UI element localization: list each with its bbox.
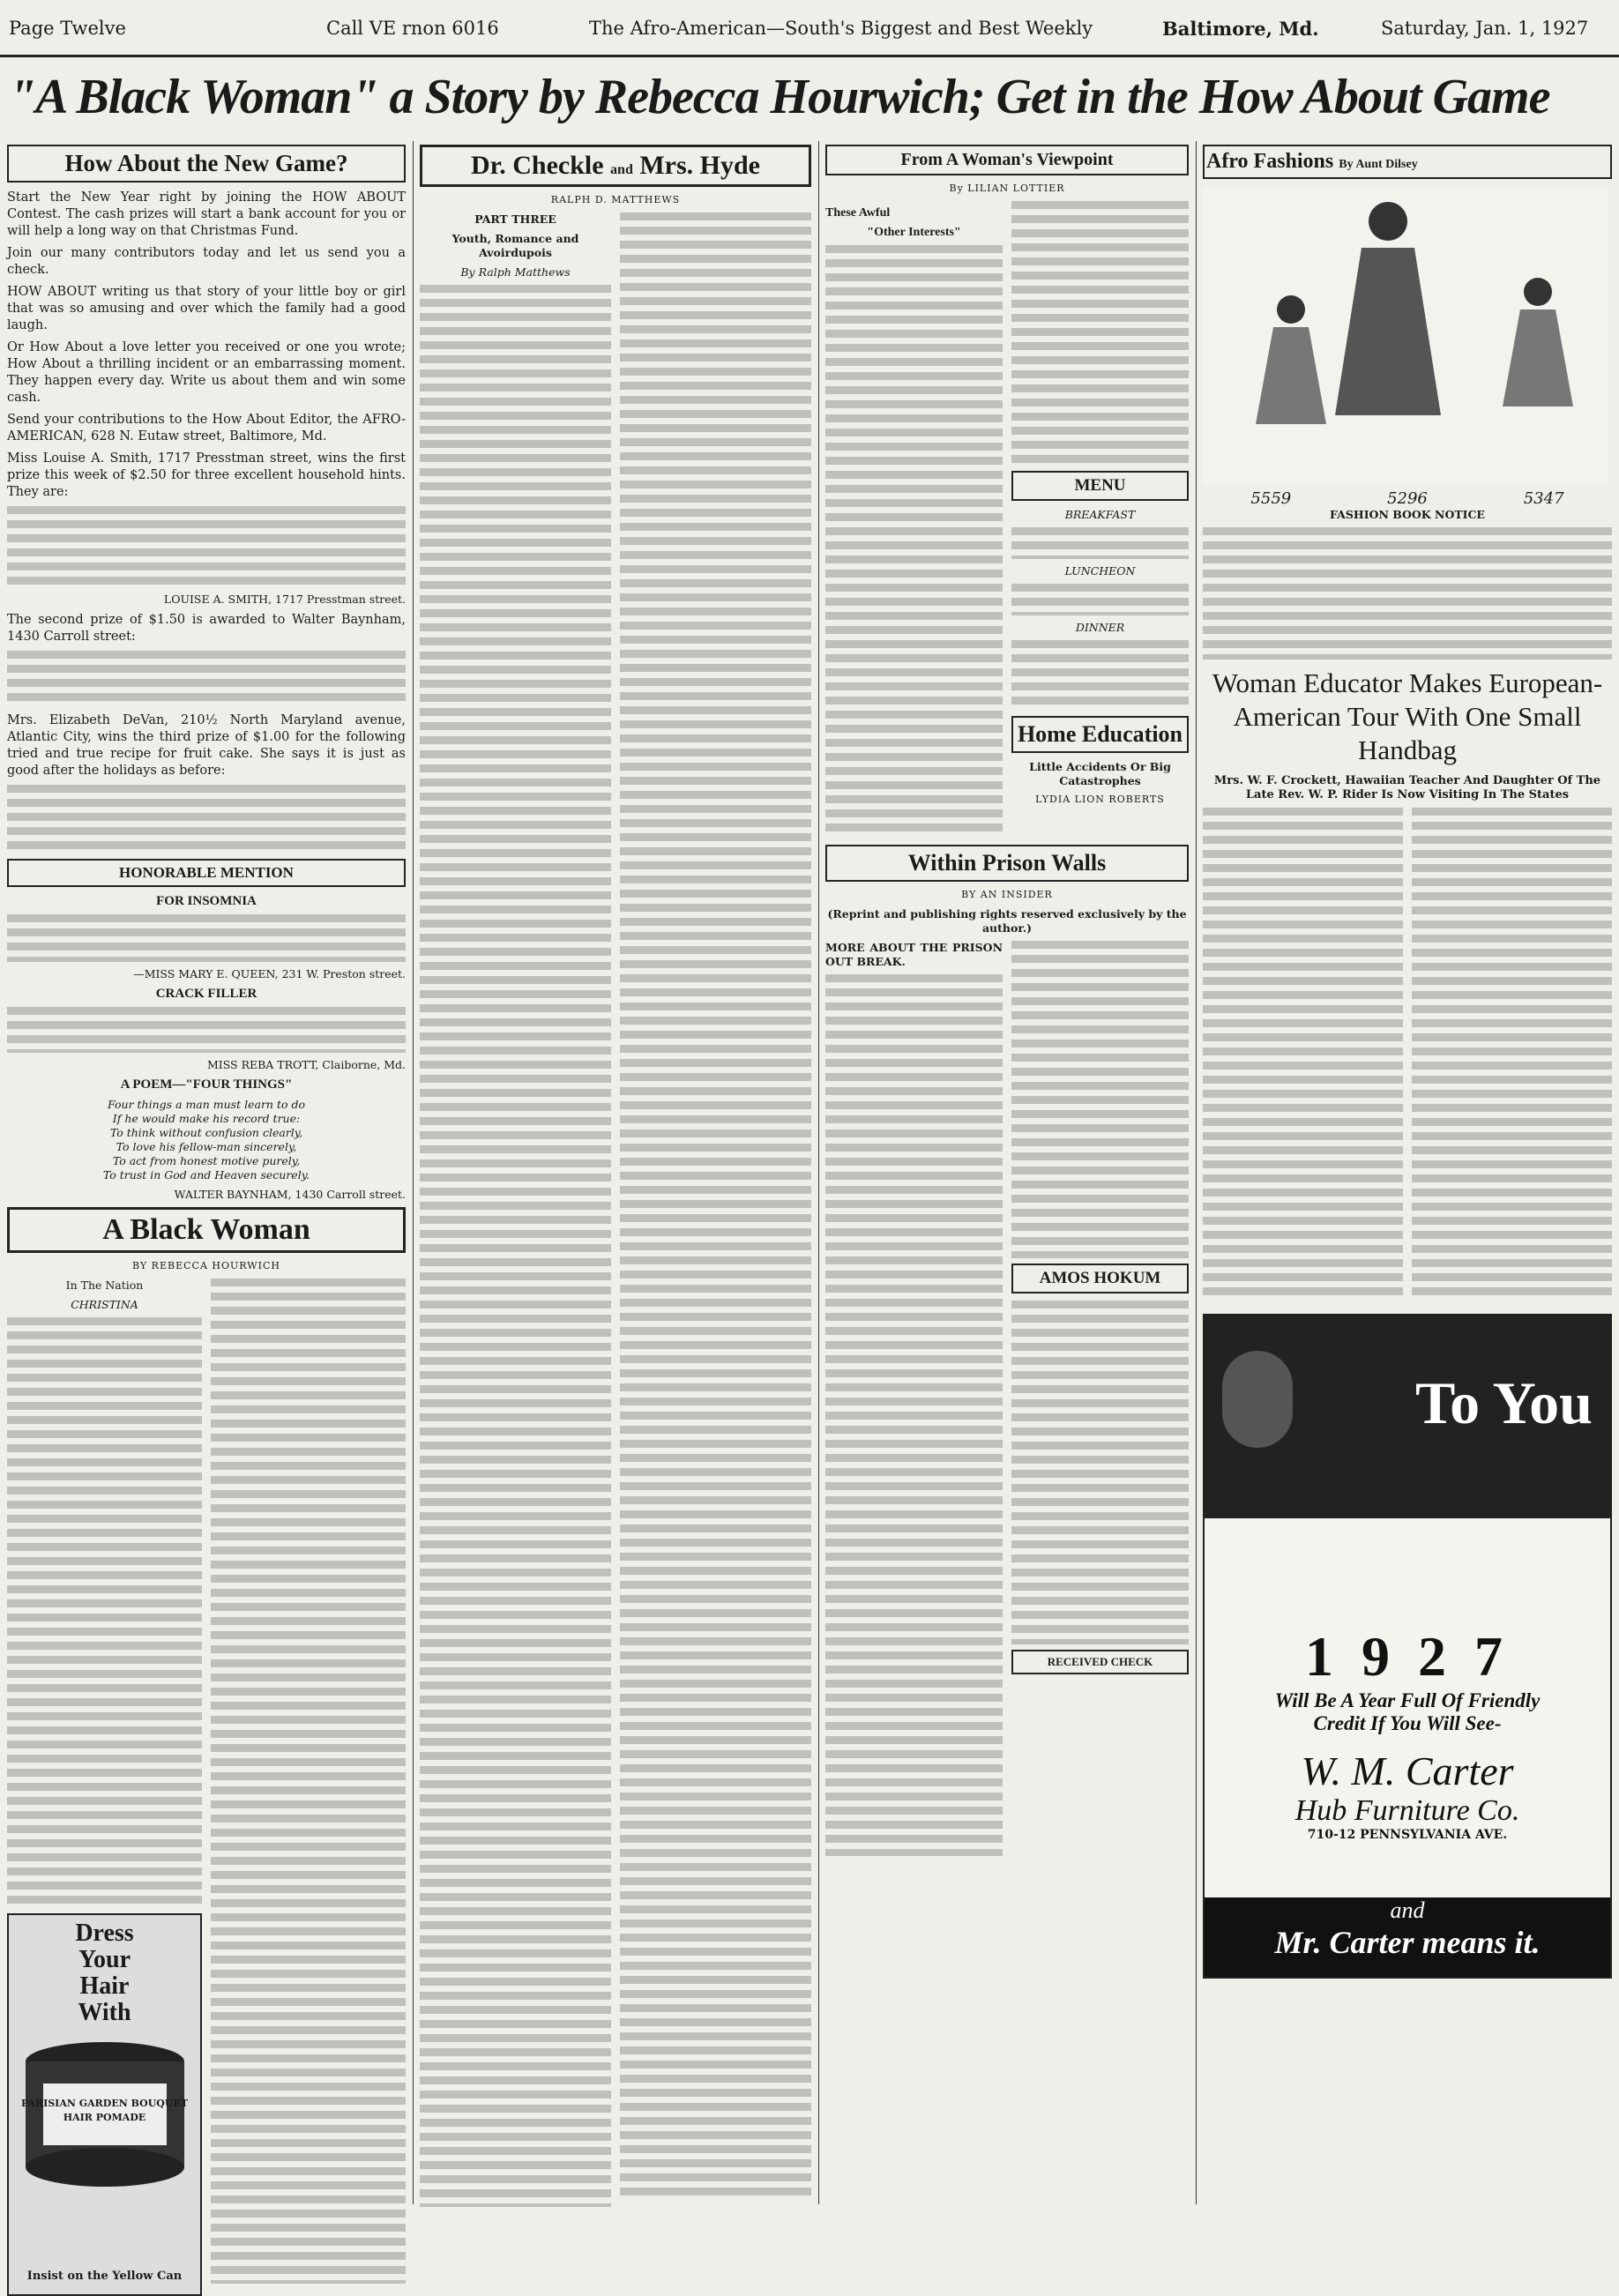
stagecoach-icon <box>1205 1518 1610 1624</box>
subhead: Youth, Romance and Avoirdupois <box>451 232 579 259</box>
city: Baltimore, Md. <box>1162 18 1319 40</box>
paragraph: Mrs. Elizabeth DeVan, 210½ North Maryland avenue, Atlantic City, wins the third prize of $1.00 for the following tried and true recipe for fruit cake. She says it is just as good after the holidays as before: <box>7 713 406 778</box>
ad-and: and <box>1390 1897 1425 1923</box>
fashion-illustration-icon <box>1203 186 1608 486</box>
part-label: PART THREE <box>474 212 556 226</box>
fashion-text <box>1203 527 1612 660</box>
hints-text <box>7 506 406 587</box>
amos-text <box>1011 1301 1189 1644</box>
poem: Four things a man must learn to do If he would make his record true: To think without confusion clearly, To love his fellow-man sincerely, To act from honest motive purely, To trust in God and Heaven securely. <box>102 1098 310 1182</box>
paragraph: Start the New Year right by joining the HOW ABOUT Contest. The cash prizes will start a bank account for you or will help a long way on that Christmas Fund. <box>7 190 406 238</box>
subhead: FOR INSOMNIA <box>156 894 257 908</box>
story-title: A Black Woman <box>7 1207 406 1253</box>
signature: LOUISE A. SMITH, 1717 Presstman street. <box>163 593 406 606</box>
ad-to-you: To You <box>1415 1369 1593 1436</box>
viewpoint-column: From A Woman's Viewpoint By LILIAN LOTTIER These Awful "Other Interests" MENU BREAKFAST LUNCHEON DINNER Home Education Little Accidents Or Big Catastrophes LYDIA LION ROBERTS Within Prison Walls BY AN INSIDER (Reprint and publishing rights reserved exclusively by the author.) MORE ABOUT THE PRISON OUT BREAK. AMOS HOKUM RECEIVED CHECK <box>825 141 1189 2204</box>
rights-note: (Reprint and publishing rights reserved exclusively by the author.) <box>827 907 1187 935</box>
portrait-icon <box>1222 1351 1293 1448</box>
paper-name: The Afro-American—South's Biggest and Best Weekly <box>589 18 1093 39</box>
viewpoint-title: From A Woman's Viewpoint <box>825 145 1189 175</box>
educator-text-right <box>1412 808 1612 1301</box>
story-text-left <box>7 1317 202 1908</box>
byline: BY REBECCA HOURWICH <box>132 1260 280 1271</box>
how-about-column <box>7 141 406 2283</box>
recipe-text <box>7 785 406 854</box>
signature: —MISS MARY E. QUEEN, 231 W. Preston street. <box>133 967 406 980</box>
serial-text-left <box>420 285 611 2207</box>
second-prize-text <box>7 651 406 707</box>
byline: RALPH D. MATTHEWS <box>550 194 681 205</box>
hub-furniture-ad <box>1203 1314 1612 1979</box>
paragraph: Send your contributions to the How About Editor, the AFRO-AMERICAN, 628 N. Eutaw street, Baltimore, Md. <box>7 413 406 444</box>
column-rule <box>818 141 819 2204</box>
ad-year: 1 9 2 7 <box>1305 1625 1510 1688</box>
subhead: MORE ABOUT THE PRISON OUT BREAK. <box>825 941 1003 968</box>
received-check-title: RECEIVED CHECK <box>1011 1650 1189 1674</box>
chapter-name: CHRISTINA <box>71 1298 138 1311</box>
paragraph: HOW ABOUT writing us that story of your little boy or girl that was so amusing and over which the family had a good laugh. <box>7 285 406 332</box>
pattern-numbers: 5559 5296 5347 <box>1250 489 1564 508</box>
educator-headline: Woman Educator Makes European-American Tour With One Small Handbag <box>1212 667 1603 765</box>
signature: MISS REBA TROTT, Claiborne, Md. <box>206 1058 406 1071</box>
viewpoint-text <box>825 245 1003 836</box>
paragraph: Join our many contributors today and let us send you a check. <box>7 246 406 277</box>
ad-signature: W. M. Carter <box>1301 1748 1514 1793</box>
masthead <box>0 5 1619 57</box>
byline: LYDIA LION ROBERTS <box>1035 794 1165 805</box>
column-rule <box>1196 141 1197 2204</box>
subhead: A POEM—"FOUR THINGS" <box>120 1077 293 1092</box>
paragraph: The second prize of $1.50 is awarded to Walter Baynham, 1430 Carroll street: <box>7 613 406 644</box>
serial-title: Dr. Checkle and Mrs. Hyde <box>420 145 811 187</box>
section-label: In The Nation <box>65 1278 144 1292</box>
prison-text <box>825 974 1003 1856</box>
ad-company: Hub Furniture Co. <box>1294 1794 1520 1827</box>
fashion-notice: FASHION BOOK NOTICE <box>1330 508 1485 521</box>
hair-pomade-ad: Dress Your Hair With PARISIAN GARDEN BOUQUET HAIR POMADE Insist on the Yellow Can <box>7 1913 202 2296</box>
pomade-slogan: Insist on the Yellow Can <box>26 2270 183 2283</box>
subhead: CRACK FILLER <box>155 987 257 1001</box>
paragraph: Or How About a love letter you received or one you wrote; How About a thrilling incident or an embarrassing moment. They happen every day. Write us about them and win some cash. <box>7 340 406 405</box>
byline: BY AN INSIDER <box>961 889 1053 900</box>
educator-text-left <box>1203 808 1403 1301</box>
story-text-right <box>211 1278 406 2284</box>
prison-text-cont <box>1011 941 1189 1258</box>
subhead: These Awful <box>825 206 891 220</box>
how-about-title: How About the New Game? <box>7 145 406 183</box>
fashion-column <box>1203 141 1612 2204</box>
ad-line: Credit If You Will See- <box>1313 1712 1502 1734</box>
ad-means: Mr. Carter means it. <box>1274 1925 1541 1960</box>
fashion-title: Afro Fashions By Aunt Dilsey <box>1203 145 1612 179</box>
honorable-mention: HONORABLE MENTION <box>7 859 406 887</box>
byline: By LILIAN LOTTIER <box>949 183 1065 194</box>
signature: WALTER BAYNHAM, 1430 Carroll street. <box>174 1188 406 1201</box>
issue-date: Saturday, Jan. 1, 1927 <box>1381 18 1589 39</box>
educator-subhead: Mrs. W. F. Crockett, Hawaiian Teacher And Daughter Of The Late Rev. W. P. Rider Is Now Visiting In The States <box>1213 774 1601 801</box>
ad-address: 710-12 PENNSYLVANIA AVE. <box>1307 1828 1508 1842</box>
page-banner-headline: "A Black Woman" a Story by Rebecca Hourwich; Get in the How About Game <box>9 70 1550 124</box>
byline: By Ralph Matthews <box>460 265 571 279</box>
home-education-title: Home Education <box>1011 716 1189 753</box>
paragraph: Miss Louise A. Smith, 1717 Presstman street, wins the first prize this week of $2.50 for three excellent household hints. They are: <box>7 451 406 499</box>
pomade-brand: PARISIAN GARDEN BOUQUET HAIR POMADE <box>20 2098 189 2123</box>
insomnia-text <box>7 914 406 962</box>
serial-story-column <box>420 141 811 2204</box>
crack-filler-text <box>7 1007 406 1053</box>
phone-number: Call VE rnon 6016 <box>326 18 499 39</box>
amos-hokum-title: AMOS HOKUM <box>1011 1264 1189 1293</box>
menu-title: MENU <box>1011 471 1189 501</box>
serial-text-right <box>620 212 811 2196</box>
subhead: "Other Interests" <box>867 226 961 239</box>
viewpoint-text-cont <box>1011 201 1189 466</box>
ad-line: Will Be A Year Full Of Friendly <box>1274 1689 1541 1711</box>
prison-title: Within Prison Walls <box>825 845 1189 882</box>
page-number: Page Twelve <box>9 18 126 39</box>
column-rule <box>413 141 414 2204</box>
subhead: Little Accidents Or Big Catastrophes <box>1029 760 1171 787</box>
